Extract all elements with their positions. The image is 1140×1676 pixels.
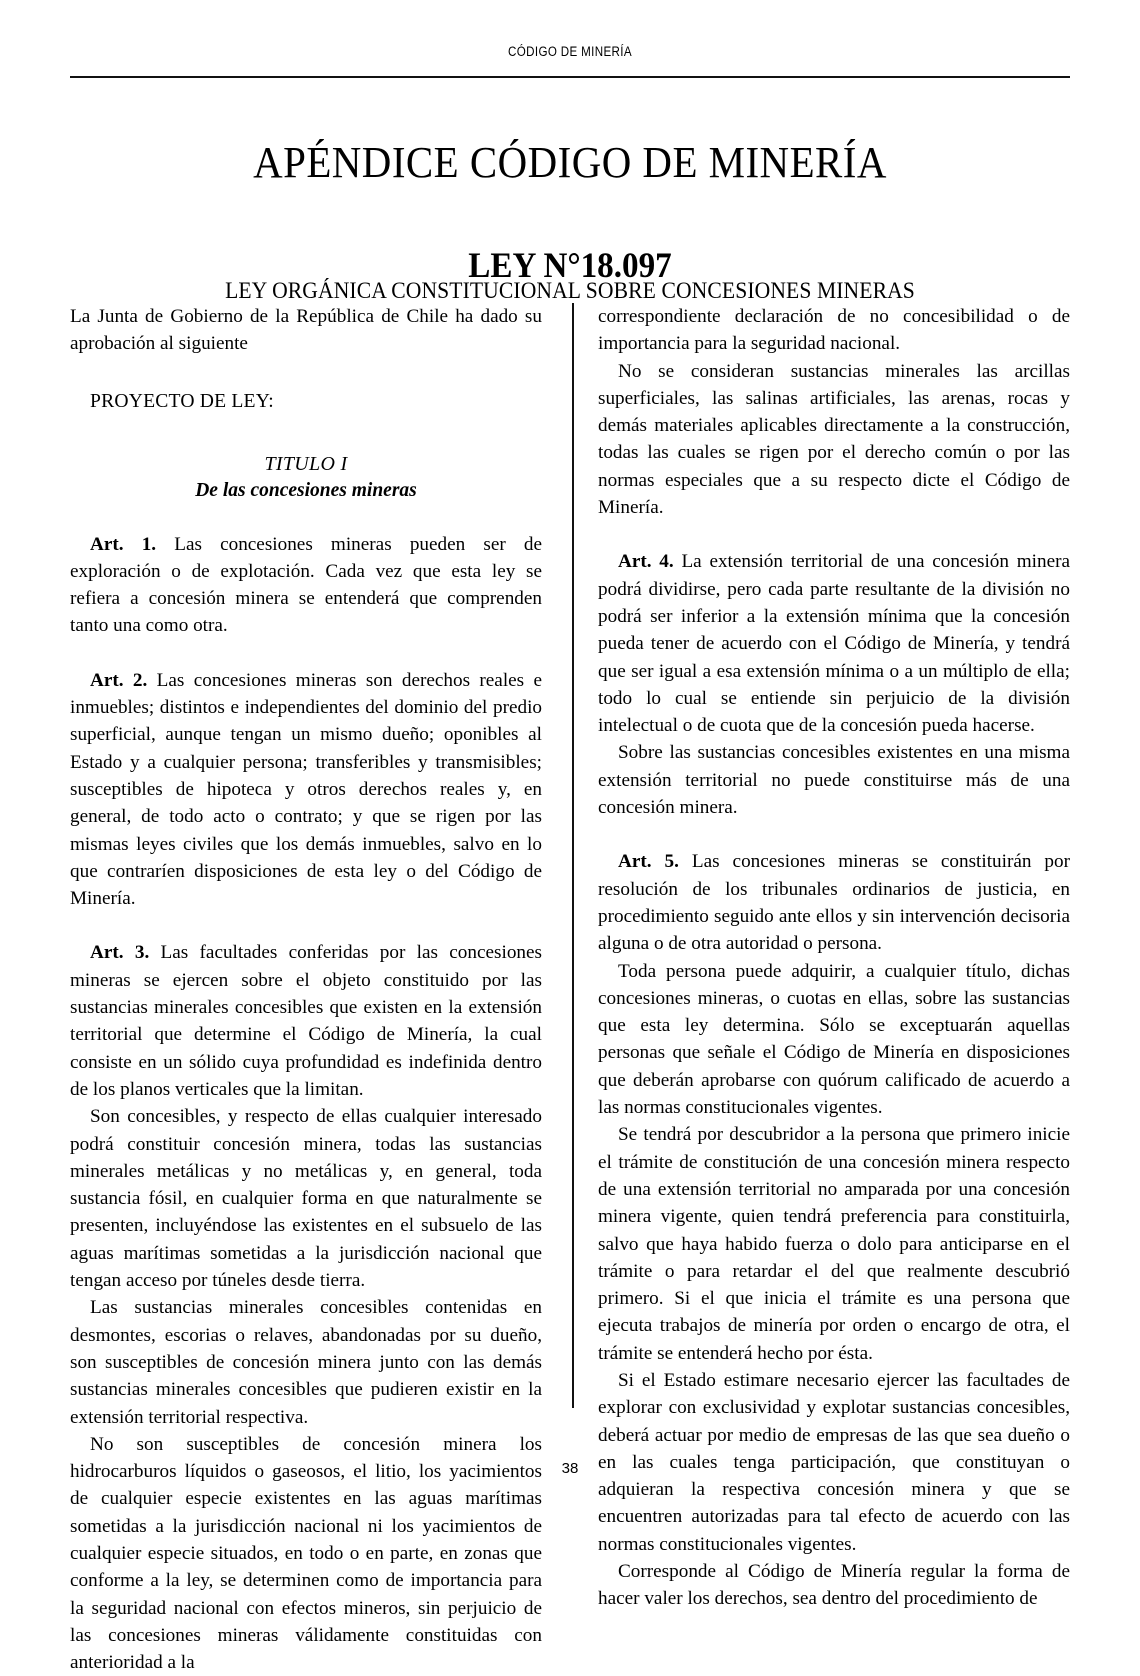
article-3-body: Las facultades conferidas por las concesiones mineras se ejercen sobre el objeto constituido por las sustancias minerales concesibles que existen en la extensión territorial que determine el Código de Minería, la cual consiste en un sólido cuya profundidad es indefinida dentro de los planos verticales que la limitan. <box>70 942 542 1100</box>
article-5-label: Art. 5. <box>618 851 679 873</box>
preamble-paragraph: La Junta de Gobierno de la República de Chile ha dado su aprobación al siguiente <box>70 306 542 355</box>
article-1 <box>70 531 542 640</box>
article-4-label: Art. 4. <box>618 551 674 573</box>
page-title: APÉNDICE CÓDIGO DE MINERÍA <box>253 138 887 188</box>
page-number: 38 <box>561 1460 579 1477</box>
titulo-subheading: De las concesiones mineras <box>195 479 417 501</box>
minerals-exclusion-paragraph: No se consideran sustancias minerales las arcillas superficiales, las salinas artificiales, las arenas, rocas y demás materiales aplicables directamente a la construcción, todas las cuales se rigen por el derecho común o por las normas especiales que a su respecto dicte el Código de Minería. <box>598 360 1070 519</box>
article-5-paragraph-5: Corresponde al Código de Minería regular la forma de hacer valer los derechos, sea dentro del procedimiento de <box>598 1561 1070 1610</box>
article-5-paragraph-3: Se tendrá por descubridor a la persona que primero inicie el trámite de constitución de una concesión minera respecto de una extensión territorial no amparada por una concesión minera vigente, quien tendrá preferencia para constituirla, salvo que haya habido fuerza o dolo para anticiparse en el trámite o para retardar el del que realmente descubrió primero. Si el que inicia el trámite es una persona que ejecuta trabajos de minería por orden o encargo de otra, el trámite se entenderá hecho por ésta. <box>598 1124 1070 1364</box>
article-2-body: Las concesiones mineras son derechos reales e inmuebles; distintos e independientes del dominio del predio superficial, aunque tengan un mismo dueño; oponibles al Estado y a cualquier persona; transferibles y transmisibles; susceptibles de hipoteca y otros derechos reales y, en general, de todo acto o contrato; y que se rigen por las mismas leyes civiles que los demás inmuebles, salvo en lo que contraríen disposiciones de esta ley o del Código de Minería. <box>70 669 543 910</box>
titulo-heading: TITULO I <box>264 452 348 475</box>
header-divider-rule <box>70 76 1070 78</box>
article-4 <box>598 548 1070 739</box>
article-5-body: Las concesiones mineras se constituirán por resolución de los tribunales ordinarios de justicia, en procedimiento seguido ante ellos y sin intervención decisoria alguna o de otra autoridad o persona. <box>598 851 1071 955</box>
article-1-label: Art. 1. <box>90 533 157 555</box>
article-3-paragraph-2: Son concesibles, y respecto de ellas cualquier interesado podrá constituir concesión minera, todas las sustancias minerales metálicas y no metálicas y, en general, toda sustancia fósil, en cualquier forma en que naturalmente se presenten, incluyéndose las existentes en el subsuelo de las aguas marítimas sometidas a la jurisdicción nacional que tengan acceso por túneles desde tierra. <box>70 1106 542 1292</box>
article-1-body: Las concesiones mineras pueden ser de exploración o de explotación. Cada vez que esta ley se refiera a concesión minera se entenderá que comprenden tanto una como otra. <box>70 533 542 637</box>
running-head: CÓDIGO DE MINERÍA <box>508 44 632 59</box>
article-5-paragraph-2: Toda persona puede adquirir, a cualquier título, dichas concesiones mineras, o cuotas en ellas, sobre las sustancias que esta ley determina. Sólo se exceptuarán aquellas personas que señale el Código de Minería en disposiciones que deberán aprobarse con quórum calificado de acuerdo a las normas constitucionales vigentes. <box>598 960 1070 1119</box>
article-2-label: Art. 2. <box>90 669 148 691</box>
article-5 <box>598 848 1070 957</box>
article-2 <box>70 667 542 913</box>
article-4-paragraph-2: Sobre las sustancias concesibles existentes en una misma extensión territorial no puede constituirse más de una concesión minera. <box>598 742 1070 819</box>
article-3 <box>70 939 542 1103</box>
article-3-label: Art. 3. <box>90 942 150 964</box>
law-number-heading: LEY N°18.097 <box>468 244 672 285</box>
article-3-paragraph-4: No son susceptibles de concesión minera los hidrocarburos líquidos o gaseosos, el litio, los yacimientos de cualquier especie existentes en las aguas marítimas sometidas a la jurisdicción nacional ni los yacimientos de cualquier especie situados, en todo o en parte, en zonas que conforme a la ley, se determinen como de importancia para la seguridad nacional con efectos mineros, sin perjuicio de las concesiones mineras válidamente constituidas con anterioridad a la <box>70 1433 542 1674</box>
continuation-paragraph: correspondiente declaración de no concesibilidad o de importancia para la seguridad nacional. <box>598 306 1070 355</box>
proyecto-de-ley-label: PROYECTO DE LEY: <box>90 390 274 412</box>
left-column <box>70 303 543 1674</box>
article-4-body: La extensión territorial de una concesión minera podrá dividirse, pero cada parte resultante de la división no podrá ser inferior a la extensión mínima que la concesión pueda tener de acuerdo con el Código de Minería, y tendrá que ser igual a esa extensión mínima o a un múltiplo de ella; todo lo cual se entiende sin perjuicio de la división intelectual o de cuota que de la concesión pueda hacerse. <box>598 551 1070 737</box>
right-column <box>598 303 1071 1610</box>
article-3-paragraph-3: Las sustancias minerales concesibles contenidas en desmontes, escorias o relaves, abandonadas por su dueño, son susceptibles de concesión minera junto con las demás sustancias minerales concesibles que pudieren existir en la extensión territorial respectiva. <box>70 1297 542 1428</box>
law-subtitle-heading: LEY ORGÁNICA CONSTITUCIONAL SOBRE CONCESIONES MINERAS <box>225 278 915 303</box>
article-5-paragraph-4: Si el Estado estimare necesario ejercer las facultades de explorar con exclusividad y explotar sustancias concesibles, deberá actuar por medio de empresas de las que sea dueño o en las cuales tenga participación, que constituyan o adquieran la respectiva concesión minera y que se encuentren autorizadas para tal efecto de acuerdo con las normas constitucionales vigentes. <box>598 1369 1070 1555</box>
column-divider-rule <box>572 303 574 1408</box>
